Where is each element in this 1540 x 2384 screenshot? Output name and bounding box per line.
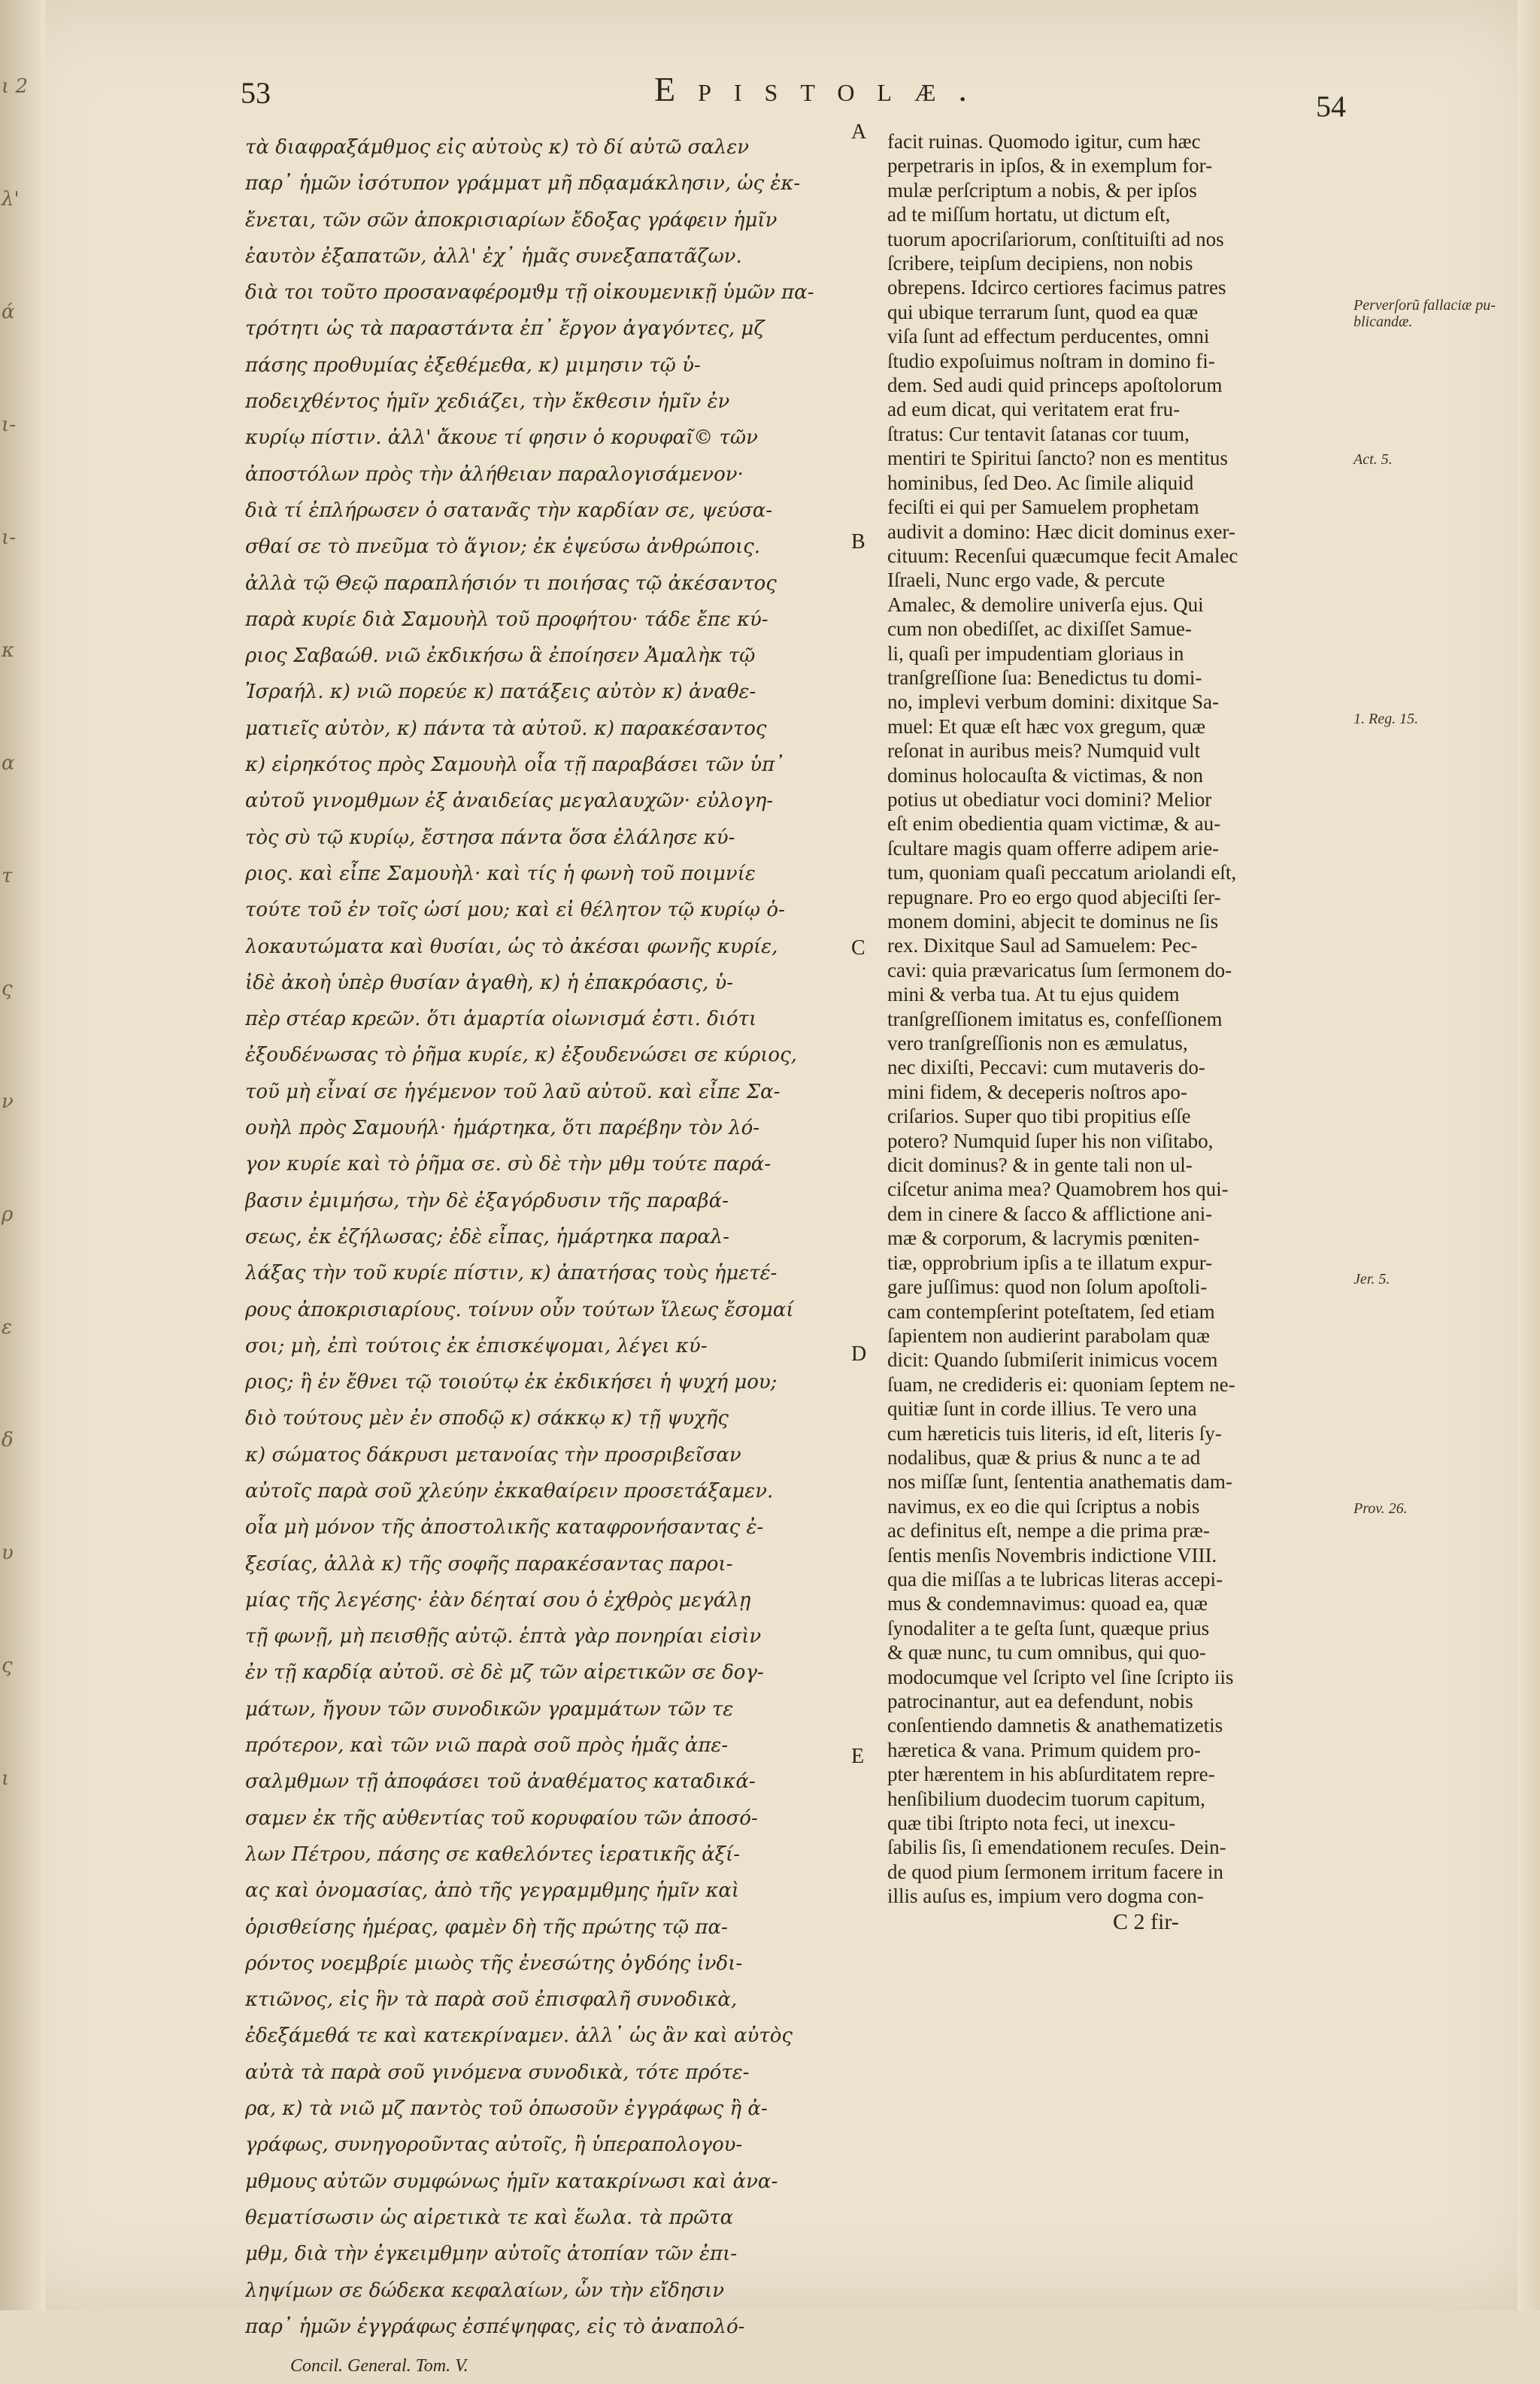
text-line: σαμεν ἐκ τῆς αὐθεντίας τοῦ κορυφαίου τῶν ἀποσό- bbox=[245, 1806, 758, 1830]
text-line: tuorum apocriſariorum, conſtituiſti ad nos bbox=[887, 227, 1224, 250]
text-line: criſarios. Super quo tibi propitius eſſe bbox=[887, 1105, 1191, 1128]
edge-fragment: α bbox=[2, 752, 15, 775]
text-line: θεματίσωσιν ὡς αἱρετικὰ τε καὶ ἕωλα. τὰ πρῶτα bbox=[245, 2206, 734, 2229]
text-line: πρότερον, καὶ τῶν νιῶ παρὰ σοῦ πρὸς ἡμᾶς ἀπε- bbox=[245, 1734, 729, 1758]
text-line: ἐν τῇ καρδίᾳ αὐτοῦ. σὲ δὲ μζ τῶν αἱρετικῶν σε δογ- bbox=[245, 1661, 764, 1685]
text-line: audivit a domino: Hæc dicit dominus exer- bbox=[887, 520, 1235, 543]
text-line: βασιν ἐμιμήσω, τὴν δὲ ἐξαγόρδυσιν τῆς παραβά- bbox=[245, 1189, 729, 1212]
text-line: γον κυρίε καὶ τὸ ῥῆμα σε. σὺ δὲ τὴν μθμ τούτε παρά- bbox=[245, 1153, 772, 1176]
text-line: μθμ, διὰ τὴν ἐγκειμθμην αὐτοῖς ἀτοπίαν τῶν ἐπι- bbox=[245, 2243, 738, 2266]
page-number-left: 53 bbox=[241, 76, 271, 110]
text-line: ουὴλ πρὸς Σαμουήλ· ἡμάρτηκα, ὅτι παρέβην τὸν λό- bbox=[245, 1117, 760, 1140]
text-line: ad eum dicat, qui veritatem erat fru- bbox=[887, 398, 1181, 421]
text-line: modocumque vel ſcripto vel ſine ſcripto iis bbox=[887, 1665, 1234, 1688]
text-line: οἷα μὴ μόνον τῆς ἀποστολικῆς καταφρονήσαντας ἐ- bbox=[245, 1516, 764, 1539]
text-line: henſibilium duodecim tuorum capitum, bbox=[887, 1787, 1205, 1810]
greek-text-column bbox=[245, 129, 997, 2384]
text-line: feciſti ei qui per Samuelem prophetam bbox=[887, 496, 1199, 519]
text-line: gare juſſimus: quod non ſolum apoſtoli- bbox=[887, 1275, 1208, 1299]
previous-page-edge-text bbox=[2, 30, 39, 1835]
text-line: tiæ, opprobrium ipſis a te illatum expur- bbox=[887, 1251, 1213, 1274]
text-line: παρ᾿ ἡμῶν ἐγγράφως ἐσπέψηφας, εἰς τὸ ἀναπολό- bbox=[245, 2315, 745, 2338]
text-line: ποδειχθέντος ἡμῖν χεδιάζει, τὴν ἔκθεσιν ἡμῖν ἐν bbox=[245, 390, 730, 414]
text-line: ἰδὲ ἀκοὴ ὑπὲρ θυσίαν ἀγαθὴ, κ) ἡ ἐπακρόασις, ὑ- bbox=[245, 971, 734, 994]
text-line: κ) σώματος δάκρυσι μετανοίας τὴν προσριβεῖσαν bbox=[245, 1443, 741, 1466]
edge-fragment: ν bbox=[2, 1090, 14, 1113]
text-line: cum non obediſſet, ac dixiſſet Samue- bbox=[887, 617, 1192, 641]
text-line: ciſcetur anima mea? Quamobrem hos qui- bbox=[887, 1178, 1229, 1201]
text-line: ἐδεξάμεθά τε καὶ κατεκρίναμεν. ἀλλ᾿ ὡς ἂν καὶ αὐτὸς bbox=[245, 2025, 793, 2048]
text-line: ſtudio expoſuimus noſtram in domino fi- bbox=[887, 349, 1215, 372]
edge-fragment: ς bbox=[2, 1655, 13, 1677]
text-line: nec dixiſti, Peccavi: cum mutaveris do- bbox=[887, 1056, 1205, 1079]
text-line: ξεσίας, ἀλλὰ κ) τῆς σοφῆς παρακέσαντας παροι- bbox=[245, 1552, 733, 1576]
text-line: σοι; μὴ, ἐπὶ τούτοις ἐκ ἐπισκέψομαι, λέγει κύ- bbox=[245, 1334, 708, 1357]
text-line: ρόντος νοεμβρίε μιωὸς τῆς ἐνεσώτης ὀγδόης ἰνδι- bbox=[245, 1952, 743, 1975]
side-note: Prov. 26. bbox=[1354, 1500, 1408, 1517]
text-line: Ἰσραήλ. κ) νιῶ πορεύε κ) πατάξεις αὐτὸν κ) ἀναθε- bbox=[245, 681, 756, 704]
text-line: hominibus, ſed Deo. Ac ſimile aliquid bbox=[887, 471, 1194, 494]
text-line: mentiri te Spiritui ſancto? non es mentitus bbox=[887, 447, 1228, 470]
edge-fragment: ι- bbox=[2, 526, 16, 549]
text-line: potius ut obediatur voci domini? Melior bbox=[887, 787, 1212, 811]
text-line: facit ruinas. Quomodo igitur, cum hæc bbox=[887, 130, 1201, 153]
text-line: τὰ διαφραξάμθμος εἰς αὐτοὺς κ) τὸ δί αὐτῶ σαλεν bbox=[245, 136, 750, 159]
text-line: de quod pium ſermonem irritum facere in bbox=[887, 1860, 1223, 1883]
text-line: ας καὶ ὀνομασίας, ἀπὸ τῆς γεγραμμθμης ἡμῖν καὶ bbox=[245, 1879, 740, 1903]
text-line: ρους ἀποκρισιαρίους. τοίνυν οὖν τούτων ἵλεως ἔσομαί bbox=[245, 1298, 794, 1321]
text-line: & quæ nunc, tu cum omnibus, qui quo- bbox=[887, 1641, 1206, 1664]
text-line: ἔνεται, τῶν σῶν ἀποκρισιαρίων ἔδοξας γράφειν ἡμῖν bbox=[245, 208, 778, 232]
text-line: αὐτοῖς παρὰ σοῦ χλεύην ἐκκαθαίρειν προσετάξαμεν. bbox=[245, 1479, 774, 1503]
text-line: nos miſſæ ſunt, ſententia anathematis dam- bbox=[887, 1470, 1232, 1494]
text-line: λων Πέτρου, πάσης σε καθελόντες ἱερατικῆς ἀξί- bbox=[245, 1843, 740, 1866]
text-line: dicit: Quando ſubmiſerit inimicus vocem bbox=[887, 1348, 1218, 1372]
text-line: σθαί σε τὸ πνεῦμα τὸ ἅγιον; ἐκ ἐψεύσω ἀνθρώποις. bbox=[245, 535, 760, 559]
edge-fragment: κ bbox=[2, 639, 15, 662]
text-line: ſabilis ſis, ſi emendationem recuſes. Dein- bbox=[887, 1836, 1226, 1859]
edge-fragment: ι 2 bbox=[2, 75, 29, 98]
text-line: παρ᾿ ἡμῶν ἰσότυπον γράμματ μῆ πδᾳαμάκλησιν, ὡς ἐκ- bbox=[245, 172, 801, 196]
text-line: tranſgreſſionem imitatus es, confeſſionem bbox=[887, 1007, 1223, 1030]
text-line: ſcribere, teipſum decipiens, non nobis bbox=[887, 252, 1193, 275]
volume-footer: Concil. General. Tom. V. bbox=[290, 2356, 468, 2376]
text-line: muel: Et quæ eſt hæc vox gregum, quæ bbox=[887, 714, 1205, 738]
text-line: cam contempſerint poteſtatem, ſed etiam bbox=[887, 1300, 1215, 1323]
text-line: ριος. καὶ εἶπε Σαμουὴλ· καὶ τίς ἡ φωνὴ τοῦ ποιμνίε bbox=[245, 862, 756, 885]
text-line: rex. Dixitque Saul ad Samuelem: Pec- bbox=[887, 934, 1198, 957]
text-line: pter hærentem in his abſurditatem repre- bbox=[887, 1763, 1215, 1786]
text-line: τῇ φωνῇ, μὴ πεισθῇς αὐτῷ. ἑπτὰ γὰρ πονηρίαι εἰσὶν bbox=[245, 1625, 762, 1648]
edge-fragment: ε bbox=[2, 1316, 12, 1339]
edge-fragment: ρ bbox=[2, 1203, 14, 1226]
text-line: eſt enim obedientia quam victimæ, & au- bbox=[887, 812, 1221, 836]
text-line: διὸ τούτους μὲν ἐν σποδῷ κ) σάκκῳ κ) τῇ ψυχῆς bbox=[245, 1407, 729, 1430]
text-line: μίας τῆς λεγέσης· ἐὰν δέηταί σου ὁ ἐχθρὸς μεγάλῃ bbox=[245, 1588, 751, 1612]
text-line: perpetraris in ipſos, & in exemplum for- bbox=[887, 154, 1213, 177]
text-line: πάσης προθυμίας ἐξεθέμεθα, κ) μιμησιν τῷ ὑ- bbox=[245, 353, 701, 377]
text-line: ριος Σαβαώθ. νιῶ ἐκδικήσω ἃ ἐποίησεν Ἀμαλὴκ τῷ bbox=[245, 645, 756, 668]
text-line: ſapientem non audierint parabolam quæ bbox=[887, 1324, 1210, 1347]
text-line: mini & verba tua. At tu ejus quidem bbox=[887, 983, 1180, 1006]
text-line: διὰ τοι τοῦτο προσαναφέρομϑμ τῇ οἰκουμενικῇ ὑμῶν πα- bbox=[245, 281, 814, 305]
text-line: κτιῶνος, εἰς ἣν τὰ παρὰ σοῦ ἐπισφαλῆ συνοδικὰ, bbox=[245, 1988, 738, 2012]
text-line: διὰ τί ἐπλήρωσεν ὁ σατανᾶς τὴν καρδίαν σε, ψεύσα- bbox=[245, 499, 773, 522]
text-line: τοῦ μὴ εἶναί σε ἡγέμενον τοῦ λαῦ αὐτοῦ. καὶ εἶπε Σα- bbox=[245, 1080, 781, 1103]
text-line: dicit dominus? & in gente tali non ul- bbox=[887, 1154, 1193, 1177]
text-line: ρα, κ) τὰ νιῶ μζ παντὸς τοῦ ὁπωσοῦν ἐγγράφως ἢ ἀ- bbox=[245, 2097, 768, 2121]
text-line: quitiæ ſunt in corde illius. Te vero una bbox=[887, 1397, 1197, 1421]
signature-mark: C 2 fir- bbox=[1113, 1909, 1179, 1934]
text-line: ἑαυτὸν ἐξαπατῶν, ἀλλ' ἐχ᾿ ἡμᾶς συνεξαπατᾶζων. bbox=[245, 244, 742, 268]
edge-fragment: λ' bbox=[2, 188, 20, 211]
text-line: τούτε τοῦ ἐν τοῖς ὠσί μου; καὶ εἰ θέλητον τῷ κυρίῳ ὁ- bbox=[245, 899, 785, 922]
text-line: cavi: quia prævaricatus ſum ſermonem do- bbox=[887, 958, 1232, 981]
side-note: Act. 5. bbox=[1354, 451, 1393, 468]
text-line: σεως, ἐκ ἐζήλωσας; ἐδὲ εἶπας, ἡμάρτηκα παραλ- bbox=[245, 1225, 730, 1248]
text-line: ὁρισθείσης ἡμέρας, φαμὲν δὴ τῆς πρώτης τῷ πα- bbox=[245, 1915, 728, 1939]
text-line: patrocinantur, aut ea defendunt, nobis bbox=[887, 1690, 1193, 1712]
edge-fragment: ι bbox=[2, 1767, 10, 1790]
side-note: 1. Reg. 15. bbox=[1354, 711, 1419, 727]
text-line: ſtratus: Cur tentavit ſatanas cor tuum, bbox=[887, 422, 1190, 445]
text-line: mus & condemnavimus: quoad ea, quæ bbox=[887, 1592, 1208, 1615]
text-line: mæ & corporum, & lacrymis pœniten- bbox=[887, 1227, 1200, 1250]
text-line: ſuam, ne credideris ei: quoniam ſeptem ne- bbox=[887, 1372, 1235, 1396]
text-line: ἀποστόλων πρὸς τὴν ἀλήθειαν παραλογισάμενον· bbox=[245, 463, 744, 486]
text-line: ſcultare magis quam offerre adipem arie- bbox=[887, 836, 1220, 860]
section-letter: E bbox=[851, 1745, 865, 1768]
text-line: qui ubique terrarum ſunt, quod ea quæ bbox=[887, 300, 1199, 323]
text-line: ματιεῖς αὐτὸν, κ) πάντα τὰ αὐτοῦ. κ) παρακέσαντος bbox=[245, 717, 767, 740]
text-line: illis auſus es, impium vero dogma con- bbox=[887, 1885, 1204, 1908]
text-line: obrepens. Idcirco certiores facimus patres bbox=[887, 276, 1226, 299]
text-line: μάτων, ἤγουν τῶν συνοδικῶν γραμμάτων τῶν τε bbox=[245, 1697, 734, 1721]
text-line: dem in cinere & ſacco & afflictione ani- bbox=[887, 1202, 1213, 1225]
text-line: ἀλλὰ τῷ Θεῷ παραπλήσιόν τι ποιήσας τῷ ἀκέσαντος bbox=[245, 572, 777, 595]
text-line: ληψίμων σε δώδεκα κεφαλαίων, ὧν τὴν εἴδησιν bbox=[245, 2279, 725, 2302]
page-number-right: 54 bbox=[1316, 89, 1346, 123]
text-line: ἐξουδένωσας τὸ ῥῆμα κυρίε, κ) ἐξουδενώσει σε κύριος, bbox=[245, 1044, 797, 1067]
text-line: potero? Numquid ſuper his non viſitabo, bbox=[887, 1129, 1214, 1152]
text-line: κυρίῳ πίστιν. ἀλλ' ἄκουε τί φησιν ὁ κορυφαῖ© τῶν bbox=[245, 426, 758, 450]
text-line: quæ tibi ſtripto nota feci, ut inexcu- bbox=[887, 1812, 1176, 1835]
text-line: ac definitus eſt, nempe a die prima præ- bbox=[887, 1519, 1210, 1542]
edge-fragment: ς bbox=[2, 978, 13, 1000]
side-note: Jer. 5. bbox=[1354, 1271, 1390, 1288]
text-line: hæretica & vana. Primum quidem pro- bbox=[887, 1738, 1201, 1761]
side-note: Perverſorũ fallaciæ pu-blicandæ. bbox=[1354, 297, 1496, 330]
text-line: αὐτὰ τὰ παρὰ σοῦ γινόμενα συνοδικὰ, τότε πρότε- bbox=[245, 2061, 750, 2084]
text-line: dem. Sed audi quid princeps apoſtolorum bbox=[887, 374, 1223, 397]
section-letter: B bbox=[851, 530, 865, 554]
text-line: ριος; ἢ ἐν ἔθνει τῷ τοιούτῳ ἐκ ἐκδικήσει ἡ ψυχή μου; bbox=[245, 1371, 778, 1394]
text-line: αὐτοῦ γινομθμων ἐξ ἀναιδείας μεγαλαυχῶν· εὐλογη- bbox=[245, 790, 774, 813]
text-line: τὸς σὺ τῷ κυρίῳ, ἔστησα πάντα ὅσα ἐλάλησε κύ- bbox=[245, 826, 735, 849]
text-line: Iſraeli, Nunc ergo vade, & percute bbox=[887, 569, 1166, 592]
text-line: σαλμθμων τῇ ἀποφάσει τοῦ ἀναθέματος καταδικά- bbox=[245, 1770, 756, 1794]
text-line: cituum: Recenſui quæcumque fecit Amalec bbox=[887, 544, 1238, 567]
text-line: conſentiendo damnetis & anathematizetis bbox=[887, 1714, 1223, 1737]
text-line: Amalec, & demolire univerſa ejus. Qui bbox=[887, 593, 1204, 616]
text-line: cum hæreticis tuis literis, id eſt, literis ſy- bbox=[887, 1421, 1222, 1445]
text-line: ſynodaliter a te geſta ſunt, quæque prius bbox=[887, 1616, 1210, 1639]
text-line: κ) εἰρηκότος πρὸς Σαμουὴλ οἷα τῇ παραβάσει τῶν ὑπ᾿ bbox=[245, 754, 785, 777]
edge-fragment: ι- bbox=[2, 414, 16, 436]
text-line: dominus holocauſta & victimas, & non bbox=[887, 763, 1203, 787]
text-line: mini fidem, & deceperis noſtros apo- bbox=[887, 1080, 1187, 1103]
text-line: ad te miſſum hortatu, ut dictum eſt, bbox=[887, 203, 1171, 226]
text-line: no, implevi verbum domini: dixitque Sa- bbox=[887, 690, 1219, 714]
text-line: qua die miſſas a te lubricas literas accepi- bbox=[887, 1567, 1223, 1591]
text-line: navimus, ex eo die qui ſcriptus a nobis bbox=[887, 1494, 1200, 1518]
section-letter: D bbox=[851, 1342, 867, 1366]
section-letter: C bbox=[851, 936, 865, 960]
text-line: reſonat in auribus meis? Numquid vult bbox=[887, 739, 1201, 763]
right-gutter bbox=[1517, 0, 1540, 2310]
text-line: λοκαυτώματα καὶ θυσίαι, ὡς τὸ ἀκέσαι φωνῆς κυρίε, bbox=[245, 935, 778, 958]
text-line: παρὰ κυρίε διὰ Σαμουὴλ τοῦ προφήτου· τάδε ἔπε κύ- bbox=[245, 608, 768, 631]
text-line: ſentis menſis Novembris indictione VIII. bbox=[887, 1543, 1217, 1567]
text-line: μθμους αὐτῶν συμφώνως ἡμῖν κατακρίνωσι καὶ ἀνα- bbox=[245, 2170, 778, 2193]
running-title: Epistolæ. bbox=[654, 70, 990, 108]
text-line: τρότητι ὡς τὰ παραστάντα ἐπ᾿ ἔργον ἀγαγόντες, μζ bbox=[245, 317, 765, 341]
text-line: tranſgreſſione ſua: Benedictus tu domi- bbox=[887, 666, 1202, 689]
text-line: πὲρ στέαρ κρεῶν. ὅτι ἁμαρτία οἰωνισμά ἐστι. διότι bbox=[245, 1008, 757, 1031]
latin-text-column bbox=[887, 129, 1346, 1934]
edge-fragment: δ bbox=[2, 1429, 14, 1451]
text-line: repugnare. Pro eo ergo quod abjeciſti ſer- bbox=[887, 885, 1221, 908]
edge-fragment: υ bbox=[2, 1542, 14, 1564]
edge-fragment: τ bbox=[2, 865, 13, 887]
text-line: li, quaſi per impudentiam gloriaus in bbox=[887, 641, 1184, 665]
section-letter: A bbox=[851, 120, 867, 144]
text-line: viſa ſunt ad effectum perducentes, omni bbox=[887, 325, 1210, 348]
text-line: tum, quoniam quaſi peccatum ariolandi eſt, bbox=[887, 861, 1237, 884]
edge-fragment: ά bbox=[2, 301, 15, 323]
text-line: vero tranſgreſſionis non es æmulatus, bbox=[887, 1032, 1188, 1055]
text-line: λάξας τὴν τοῦ κυρίε πίστιν, κ) ἀπατήσας τοὺς ἡμετέ- bbox=[245, 1262, 778, 1285]
text-line: mulæ perſcriptum a nobis, & per ipſos bbox=[887, 178, 1197, 202]
text-line: monem domini, abjecit te dominus ne ſis bbox=[887, 910, 1219, 933]
text-line: γράφως, συνηγοροῦντας αὐτοῖς, ἢ ὑπεραπολογου- bbox=[245, 2134, 743, 2157]
text-line: nodalibus, quæ & prius & nunc a te ad bbox=[887, 1445, 1201, 1469]
